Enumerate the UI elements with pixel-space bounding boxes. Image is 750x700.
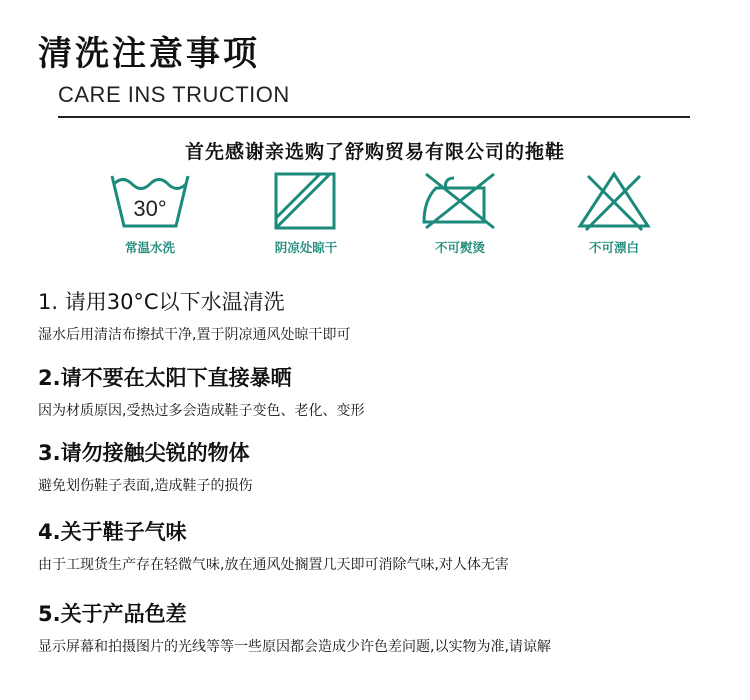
note-body: 避免划伤鞋子表面,造成鞋子的损伤 bbox=[38, 478, 253, 494]
note-heading: 3.请勿接触尖锐的物体 bbox=[38, 441, 250, 465]
no-iron-icon bbox=[418, 170, 502, 232]
care-note-1 bbox=[38, 286, 350, 344]
symbol-label: 阴凉处晾干 bbox=[274, 240, 338, 255]
symbol-label: 常温水洗 bbox=[124, 240, 175, 255]
washtub-30-icon bbox=[108, 170, 192, 232]
care-note-5 bbox=[38, 598, 551, 656]
note-heading: 2.请不要在太阳下直接暴晒 bbox=[38, 366, 292, 390]
symbol-wash bbox=[80, 170, 220, 256]
care-note-3 bbox=[38, 437, 252, 495]
note-body: 由于工现货生产存在轻微气味,放在通风处搁置几天即可消除气味,对人体无害 bbox=[38, 557, 509, 573]
note-heading: 1. 请用30°C以下水温清洗 bbox=[38, 290, 285, 314]
note-body: 湿水后用清洁布擦拭干净,置于阴凉通风处晾干即可 bbox=[38, 327, 351, 343]
note-body: 显示屏幕和拍摄图片的光线等等一些原因都会造成少许色差问题,以实物为准,请谅解 bbox=[38, 639, 551, 655]
symbol-iron bbox=[390, 170, 530, 256]
symbol-bleach bbox=[544, 170, 684, 256]
care-symbols bbox=[0, 170, 750, 270]
care-note-2 bbox=[38, 362, 364, 420]
symbol-label: 不可熨烫 bbox=[434, 240, 485, 255]
no-bleach-icon bbox=[572, 170, 656, 232]
care-note-4 bbox=[38, 516, 509, 574]
page-subtitle: CARE INS TRUCTION bbox=[58, 82, 290, 107]
thanks-line: 首先感谢亲选购了舒购贸易有限公司的拖鞋 bbox=[184, 141, 565, 163]
shade-dry-icon bbox=[264, 170, 348, 232]
note-heading: 4.关于鞋子气味 bbox=[38, 520, 187, 544]
note-heading: 5.关于产品色差 bbox=[38, 602, 187, 626]
symbol-dry bbox=[236, 170, 376, 256]
note-body: 因为材质原因,受热过多会造成鞋子变色、老化、变形 bbox=[38, 403, 365, 419]
symbol-label: 不可漂白 bbox=[588, 240, 639, 255]
header-divider bbox=[58, 116, 690, 118]
wash-temperature: 30° bbox=[133, 196, 167, 221]
page-title: 清洗注意事项 bbox=[38, 34, 260, 74]
